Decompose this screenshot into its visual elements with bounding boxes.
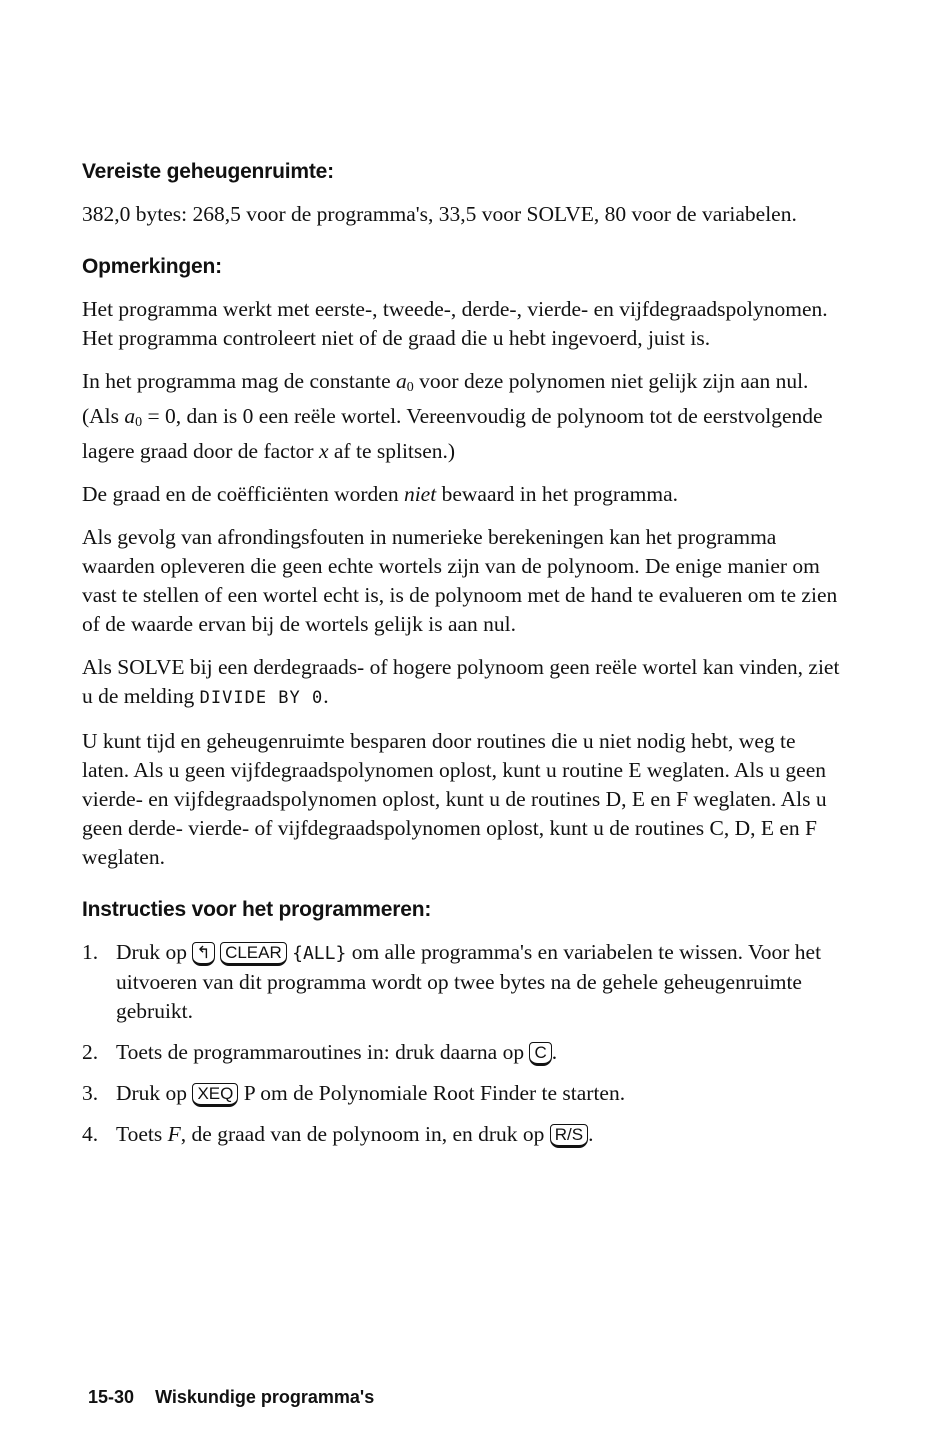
- text-run: Druk op: [116, 940, 193, 964]
- list-text: [116, 938, 842, 1026]
- page-number: 15-30: [88, 1387, 135, 1407]
- list-number: 3.: [82, 1081, 99, 1105]
- list-item: [82, 1038, 842, 1067]
- text-run: .: [551, 1040, 558, 1064]
- list-item: [82, 1079, 842, 1108]
- text-run: voor deze polynomen niet gelijk zijn aan nul. (Als: [82, 369, 809, 428]
- page-footer: [88, 1387, 374, 1408]
- remarks-paragraph-1: Het programma werkt met eerste-, tweede-, derde-, vierde- en vijfdegraadspolynomen. Het programma controleert niet of de graad die u hebt ingevoerd, juist is.: [82, 297, 828, 350]
- variable-f: F: [167, 1122, 181, 1146]
- all-softkey: {ALL}: [292, 943, 347, 964]
- section-heading-instructions: Instructies voor het programmeren:: [82, 898, 432, 921]
- text-run: In het programma mag de constante: [82, 369, 397, 393]
- remarks-paragraph-6: U kunt tijd en geheugenruimte besparen door routines die u niet nodig hebt, weg te laten. Als u geen vijfdegraadspolynomen oplost, kunt u routine E weglaten. Als u geen vierde- en vijfdegraadspolynomen oplost, kunt u de routines D, E en F weglaten. Als u geen derde- vierde- of vijfdegraadspolynomen oplost, kunt u de routines C, D, E en F weglaten.: [82, 729, 827, 869]
- text-run: .: [588, 1122, 594, 1146]
- remarks-paragraph-3: [82, 480, 842, 509]
- instruction-list: [82, 938, 842, 1149]
- subscript-zero: 0: [406, 380, 414, 395]
- list-number: 4.: [82, 1122, 99, 1146]
- list-item: [82, 938, 842, 1026]
- subscript-zero: 0: [135, 415, 143, 430]
- display-message: DIVIDE BY 0: [199, 688, 324, 708]
- list-item: [82, 1120, 842, 1149]
- c-key: C: [529, 1042, 551, 1066]
- text-run: Als SOLVE bij een derdegraads- of hogere polynoom geen reële wortel kan vinden, ziet u de melding: [82, 655, 840, 708]
- variable-x: x: [318, 439, 329, 463]
- text-run: bewaard in het programma.: [436, 482, 678, 506]
- list-text: [116, 1079, 842, 1108]
- text-run: Toets: [116, 1122, 168, 1146]
- text-run: af te splitsen.): [328, 439, 456, 463]
- chapter-title: Wiskundige programma's: [155, 1387, 375, 1407]
- text-run: Toets de programmaroutines in: druk daarna op: [116, 1040, 530, 1064]
- document-page: [82, 160, 842, 1161]
- list-text: [116, 1038, 842, 1067]
- emphasis-niet: niet: [403, 482, 437, 506]
- text-run: De graad en de coëfficiënten worden: [82, 482, 404, 506]
- text-run: , de graad van de polynoom in, en druk op: [180, 1122, 550, 1146]
- shift-key-icon: ↰: [192, 942, 214, 966]
- remarks-paragraph-2: [82, 367, 842, 466]
- remarks-paragraph-5: [82, 653, 842, 713]
- list-number: 1.: [82, 940, 99, 964]
- list-number: 2.: [82, 1040, 99, 1064]
- list-text: [116, 1120, 842, 1149]
- run-stop-key: R/S: [550, 1124, 588, 1148]
- variable-a: a: [396, 369, 407, 393]
- text-run: Druk op: [116, 1081, 193, 1105]
- section-heading-memory: Vereiste geheugenruimte:: [82, 160, 334, 183]
- section-heading-remarks: Opmerkingen:: [82, 255, 222, 278]
- clear-key: CLEAR: [220, 942, 287, 966]
- text-run: .: [323, 684, 329, 708]
- xeq-key: XEQ: [192, 1083, 238, 1107]
- text-run: P om de Polynomiale Root Finder te starten.: [238, 1081, 626, 1105]
- remarks-paragraph-4: Als gevolg van afrondingsfouten in numerieke berekeningen kan het programma waarden opleveren die geen echte wortels zijn van de polynoom. De enige manier om vast te stellen of een wortel echt is, is de polynoom met de hand te evalueren om te zien of de waarde ervan bij de wortels gelijk is aan nul.: [82, 525, 838, 636]
- text-run: = 0, dan is 0 een reële wortel. Vereenvoudig de polynoom tot de eerstvolgende lagere graad door de factor: [82, 404, 823, 463]
- memory-paragraph: 382,0 bytes: 268,5 voor de programma's, 33,5 voor SOLVE, 80 voor de variabelen.: [82, 202, 797, 226]
- text-run: om alle programma's en variabelen te wissen. Voor het uitvoeren van dit programma wordt op twee bytes na de gehele geheugenruimte gebruikt.: [116, 940, 822, 1023]
- variable-a: a: [124, 404, 136, 428]
